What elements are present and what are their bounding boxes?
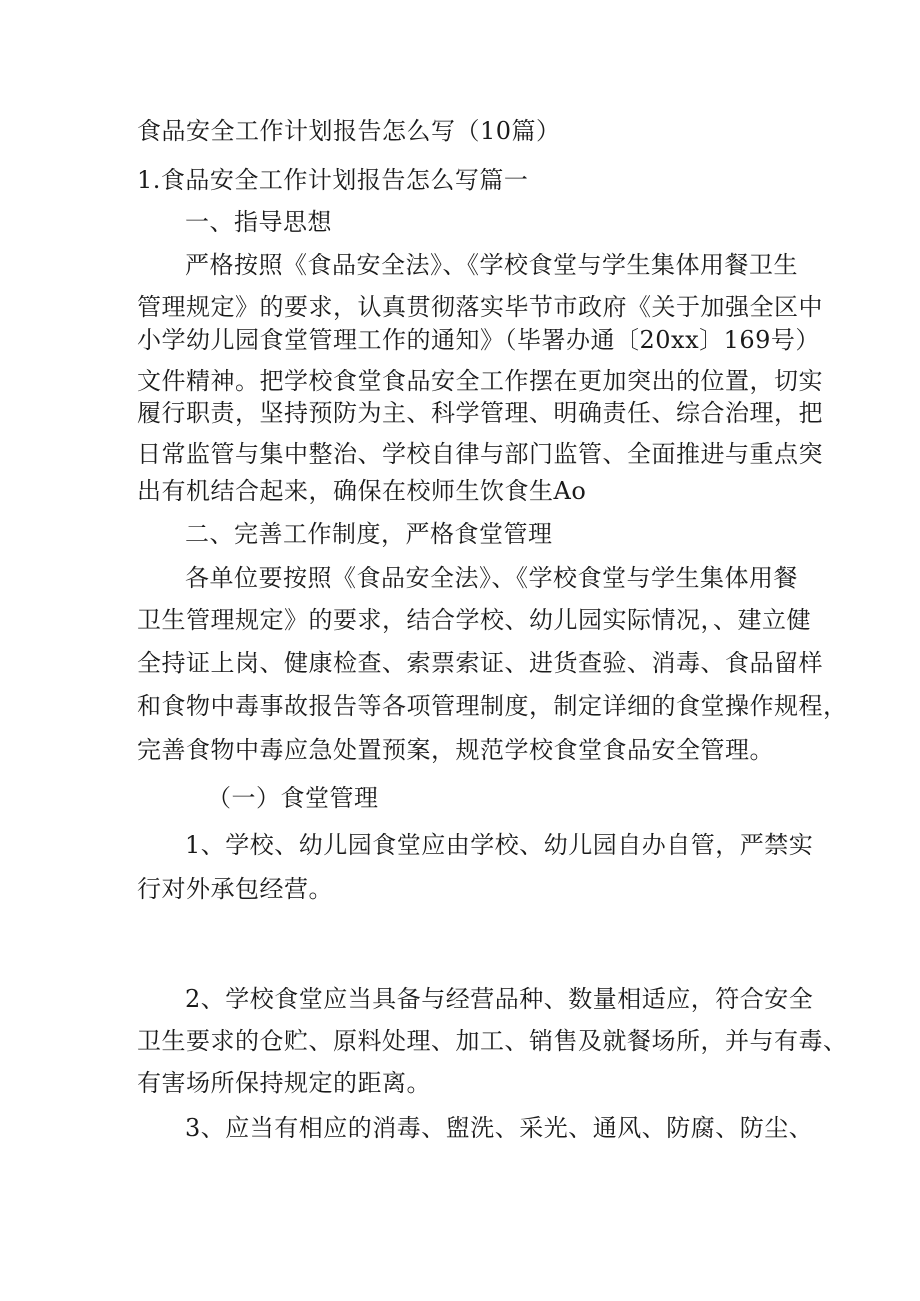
list-item-line: 行对外承包经营。 xyxy=(137,875,333,903)
section1-line: 小学幼儿园食堂管理工作的通知》（毕署办通〔20xx〕169号） xyxy=(137,326,820,354)
list-item-line: 卫生要求的仓贮、原料处理、加工、销售及就餐场所，并与有毒、 xyxy=(137,1027,848,1055)
section1-line: 文件精神。把学校食堂食品安全工作摆在更加突出的位置，切实 xyxy=(137,367,823,395)
section2-line: 各单位要按照《食品安全法》、《学校食堂与学生集体用餐 xyxy=(185,564,798,592)
section2-line: 和食物中毒事故报告等各项管理制度，制定详细的食堂操作规程， xyxy=(137,692,848,720)
list-item-line: 有害场所保持规定的距离。 xyxy=(137,1069,431,1097)
section1-line: 履行职责，坚持预防为主、科学管理、明确责任、综合治理，把 xyxy=(137,399,823,427)
article-heading: 1.食品安全工作计划报告怎么写篇一 xyxy=(137,166,529,194)
section1-line: 日常监管与集中整治、学校自律与部门监管、全面推进与重点突 xyxy=(137,440,823,468)
list-item-line: 3、应当有相应的消毒、盥洗、采光、通风、防腐、防尘、 xyxy=(185,1114,814,1142)
list-item-line: 1、学校、幼儿园食堂应由学校、幼儿园自办自管，严禁实 xyxy=(185,831,814,859)
section1-line: 管理规定》的要求，认真贯彻落实毕节市政府《关于加强全区中 xyxy=(137,293,823,321)
subsection1-heading: （一）食堂管理 xyxy=(207,784,379,812)
section1-line: 严格按照《食品安全法》、《学校食堂与学生集体用餐卫生 xyxy=(185,251,798,279)
list-item-line: 2、学校食堂应当具备与经营品种、数量相适应，符合安全 xyxy=(185,985,814,1013)
section1-heading: 一、指导思想 xyxy=(185,208,332,236)
section2-line: 卫生管理规定》的要求，结合学校、幼儿园实际情况，、建立健 xyxy=(137,606,811,634)
section2-line: 完善食物中毒应急处置预案，规范学校食堂食品安全管理。 xyxy=(137,736,774,764)
document-title: 食品安全工作计划报告怎么写（10篇） xyxy=(137,117,561,145)
section1-line: 出有机结合起来，确保在校师生饮食生Ao xyxy=(137,477,587,505)
section2-line: 全持证上岗、健康检查、索票索证、进货查验、消毒、食品留样 xyxy=(137,649,823,677)
section2-heading: 二、完善工作制度，严格食堂管理 xyxy=(185,520,553,548)
